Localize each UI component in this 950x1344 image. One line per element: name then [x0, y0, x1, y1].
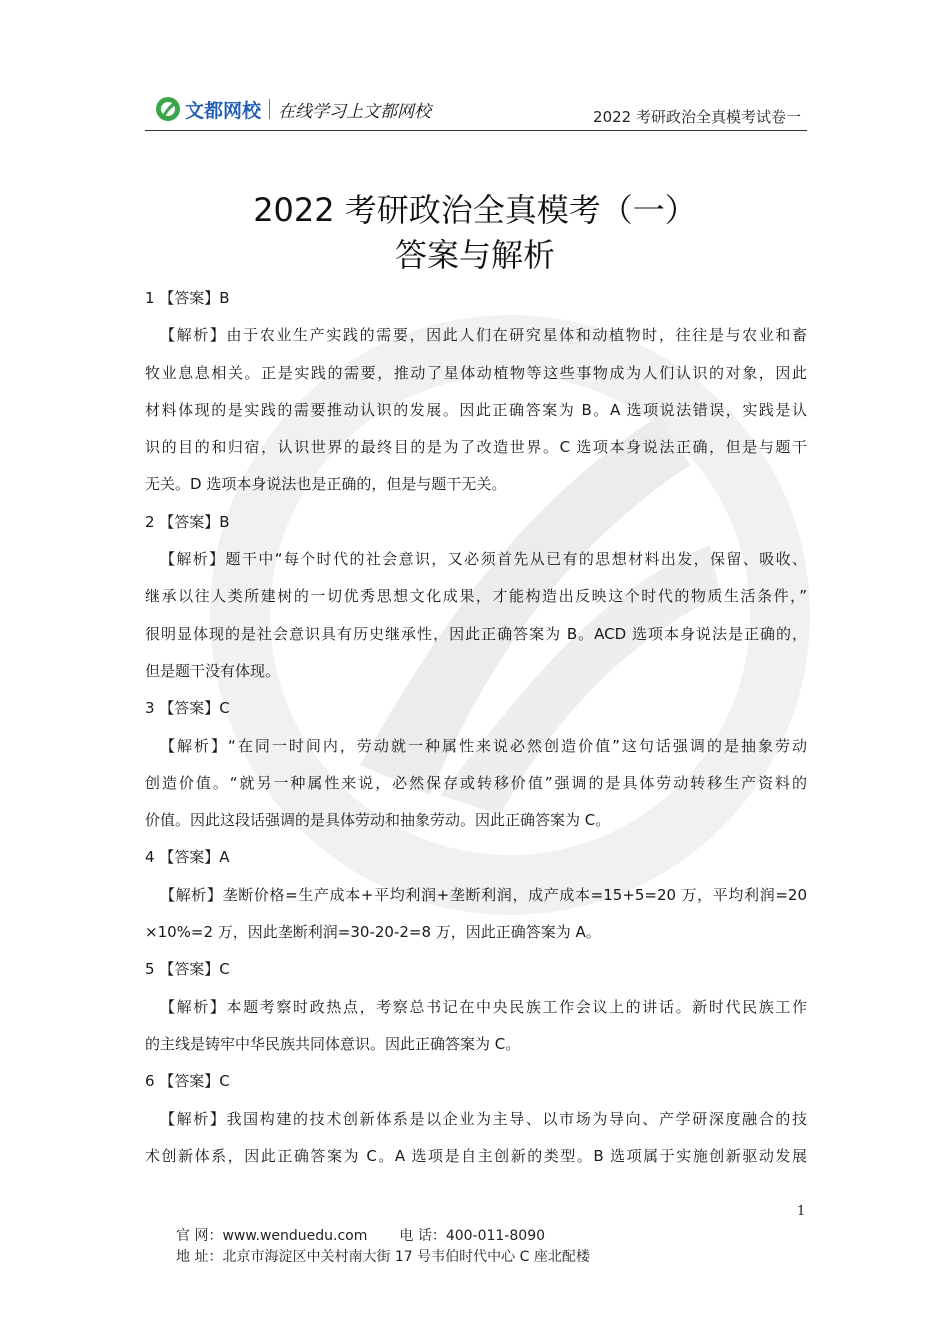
document-label: 2022 考研政治全真模考试卷一 [593, 108, 801, 126]
logo-slogan: 在线学习上文都网校 [278, 101, 432, 122]
answer-heading: 1 【答案】B [145, 289, 230, 307]
explanation-line: 识的目的和归宿，认识世界的最终目的是为了改造世界。C 选项本身说法正确，但是与题干 [145, 438, 807, 457]
explanation-line: 价值。因此这段话强调的是具体劳动和抽象劳动。因此正确答案为 C。 [145, 811, 611, 830]
explanation-line: 很明显体现的是社会意识具有历史继承性，因此正确答案为 B。ACD 选项本身说法是正确的， [145, 624, 807, 643]
page-number: 1 [797, 1204, 806, 1219]
answer-heading: 4 【答案】A [145, 848, 230, 867]
wendu-logo-icon [155, 96, 181, 122]
explanation-line: 无关。D 选项本身说法也是正确的，但是与题干无关。 [145, 475, 507, 494]
page-header [145, 88, 807, 131]
explanation-line: 【解析】本题考察时政热点，考察总书记在中央民族工作会议上的讲话。新时代民族工作 [160, 997, 807, 1016]
page-subtitle: 答案与解析 [394, 236, 555, 274]
footer-website: 官 网：www.wenduedu.com [176, 1228, 368, 1244]
explanation-line: 继承以往人类所建树的一切优秀思想文化成果，才能构造出反映这个时代的物质生活条件，” [145, 587, 807, 606]
answer-heading: 3 【答案】C [145, 699, 230, 718]
explanation-line: 创造价值。“就另一种属性来说，必然保存或转移价值”强调的是具体劳动转移生产资料的 [145, 773, 807, 792]
answer-list [145, 280, 807, 1175]
explanation-line: 【解析】“在同一时间内，劳动就一种属性来说必然创造价值”这句话强调的是抽象劳动 [160, 736, 807, 755]
logo-name: 文都网校 [185, 99, 262, 122]
brand-logo [155, 94, 431, 124]
explanation-line: ×10%=2 万，因此垄断利润=30-20-2=8 万，因此正确答案为 A。 [145, 923, 601, 942]
logo-divider [269, 99, 270, 119]
explanation-line: 【解析】题干中“每个时代的社会意识，又必须首先从已有的思想材料出发，保留、吸收、 [160, 550, 807, 569]
page-footer [176, 1226, 590, 1268]
footer-phone: 电 话：400-011-8090 [399, 1228, 546, 1244]
explanation-line: 但是题干没有体现。 [145, 661, 281, 680]
answer-heading: 2 【答案】B [145, 512, 230, 531]
explanation-line: 的主线是铸牢中华民族共同体意识。因此正确答案为 C。 [145, 1034, 521, 1053]
explanation-line: 【解析】我国构建的技术创新体系是以企业为主导、以市场为导向、产学研深度融合的技 [160, 1109, 807, 1128]
footer-address: 地 址：北京市海淀区中关村南大街 17 号韦伯时代中心 C 座北配楼 [176, 1249, 590, 1265]
answer-heading: 5 【答案】C [145, 960, 230, 979]
explanation-line: 【解析】垄断价格=生产成本+平均利润+垄断利润，成产成本=15+5=20 万，平均利润=20 [160, 885, 807, 904]
explanation-line: 牧业息息相关。正是实践的需要，推动了星体动植物等这些事物成为人们认识的对象，因此 [145, 363, 807, 382]
explanation-line: 【解析】由于农业生产实践的需要，因此人们在研究星体和动植物时，往往是与农业和畜 [160, 326, 807, 345]
answer-heading: 6 【答案】C [145, 1072, 230, 1091]
page-title: 2022 考研政治全真模考（一） [253, 191, 697, 229]
explanation-line: 材料体现的是实践的需要推动认识的发展。因此正确答案为 B。A 选项说法错误，实践是认 [145, 400, 807, 419]
explanation-line: 术创新体系，因此正确答案为 C。A 选项是自主创新的类型。B 选项属于实施创新驱动发展 [145, 1146, 807, 1165]
